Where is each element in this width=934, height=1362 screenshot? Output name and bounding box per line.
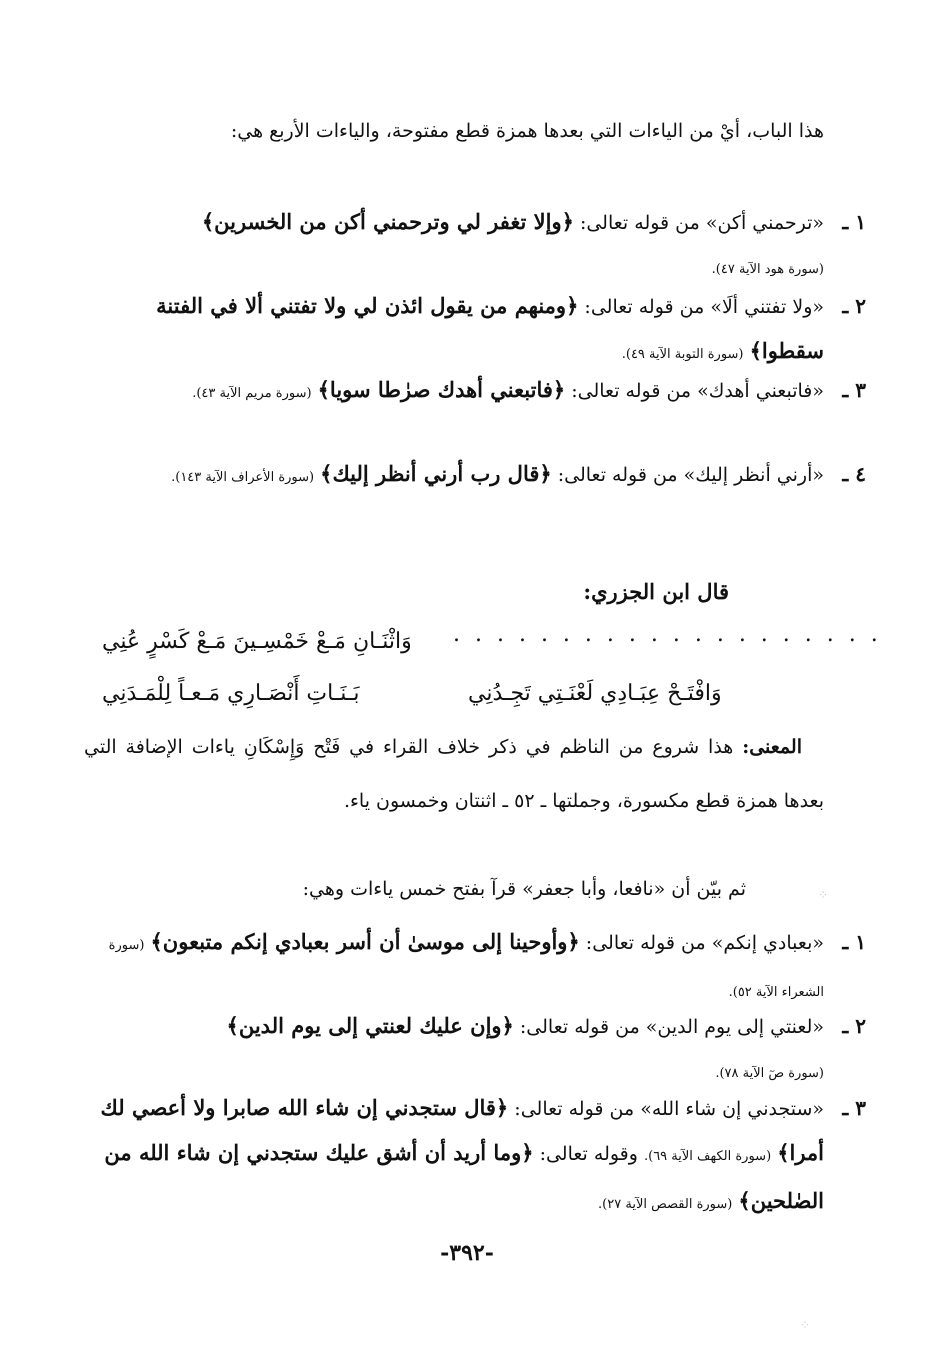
then-paragraph [84,862,824,916]
page-number: -٣٩٢- [440,1240,494,1266]
quran-quote: ﴿قال ستجدني إن شاء الله صابرا ولا أعصي لك أمرا﴾ [100,1095,824,1165]
item-lead: «ترحمني أكن» من قوله تعالى: [573,212,824,234]
meaning-text: هذا شروع من الناظم في ذكر خلاف القراء في فَتْح وَإِسْكَانِ ياءات الإضافة التي بعدها همزة قطع مكسورة، وجملتها ـ ٥٢ ـ اثنتان وخمسون ياء. [84,736,824,812]
quran-quote: ﴿فاتبعني أهدك صرٰطا سويا﴾ [317,377,566,402]
surah-reference: (سورة الأعراف الآية ١٤٣). [171,470,315,485]
surah-reference: (سورة صٓ الآية ٧٨). [715,1066,824,1081]
item-lead: «بعبادي إنكم» من قوله تعالى: [579,932,824,954]
item-lead: «ولا تفتني ألَا» من قوله تعالى: [578,296,824,318]
list-item [84,368,866,416]
surah-reference: (سورة الكهف الآية ٦٩). [643,1149,772,1164]
intro-text: هذا الباب، أيْ من الياءات التي بعدها همزة قطع مفتوحة، والياءات الأربع هي: [230,120,824,142]
quran-quote: ﴿قال رب أرني أنظر إليك﴾ [320,461,552,486]
scan-speckle: ⁘ [800,1318,811,1332]
item-number: ١ ـ [842,930,866,954]
meaning-label: المعنى: [742,736,802,758]
poem-line-2-second-hemistich: بَـنَـاتِ أَنْصَـارِي مَـعـاً لِلْمَـدَنِي [102,681,360,706]
item-lead: «لعنتي إلى يوم الدين» من قوله تعالى: [513,1016,824,1038]
list-item [84,920,866,1015]
section-heading: قال ابن الجزري: [583,579,729,604]
surah-reference-2: (سورة القصص الآية ٢٧). [598,1197,733,1212]
item-number: ٢ ـ [842,1014,866,1038]
list-item [84,1004,866,1096]
list-item [84,284,866,377]
item-lead: «فاتبعني أهدك» من قوله تعالى: [565,380,824,402]
scan-speckle: ⁘ [818,888,829,902]
then-text: ثم بيّن أن «نافعا، وأبا جعفر» قرآ بفتح خمس ياءات وهي: [302,878,746,900]
item-lead-2: وقوله تعالى: [533,1143,644,1165]
item-number: ٢ ـ [842,294,866,318]
item-number: ١ ـ [842,210,866,234]
quran-quote: ﴿ومنهم من يقول ائذن لي ولا تفتني ألا في الفتنة سقطوا﴾ [156,293,824,363]
intro-paragraph [84,104,824,158]
poem-line-2-first-hemistich: وَافْتَـحْ عِبَـادِي لَعْنَـتِي تَجِـدُنِي [468,681,722,706]
verse-ellipsis: . . . . . . . . . . . . . . . . . . . . [453,622,882,647]
item-lead: «أرني أنظر إليك» من قوله تعالى: [551,464,824,486]
meaning-paragraph [84,720,824,828]
list-item [84,200,866,292]
surah-reference: (سورة الشعراء الآية ٥٢). [108,938,824,1000]
quran-quote: ﴿وإلا تغفر لي وترحمني أكن من الخسرين﴾ [201,209,574,234]
surah-reference: (سورة مريم الآية ٤٣). [192,386,312,401]
quran-quote-2: ﴿وما أريد أن أشق عليك ستجدني إن شاء الله من الصٰلحين﴾ [104,1140,824,1213]
item-number: ٤ ـ [842,462,866,486]
surah-reference: (سورة التوبة الآية ٤٩). [621,347,744,362]
quran-quote: ﴿وأوحينا إلى موسىٰ أن أسر بعبادي إنكم متبعون﴾ [150,929,580,954]
surah-reference: (سورة هود الآية ٤٧). [711,262,824,277]
list-item [84,1086,866,1227]
quran-quote: ﴿وإن عليك لعنتي إلى يوم الدين﴾ [226,1013,514,1038]
item-lead: «ستجدني إن شاء الله» من قوله تعالى: [508,1098,824,1120]
item-number: ٣ ـ [842,1096,866,1120]
poem-line-1-second-hemistich: وَاثْنَـانِ مَـعْ خَمْسِـينَ مَـعْ كَسْرٍ عُنِي [102,629,412,654]
list-item [84,452,866,500]
item-number: ٣ ـ [842,378,866,402]
